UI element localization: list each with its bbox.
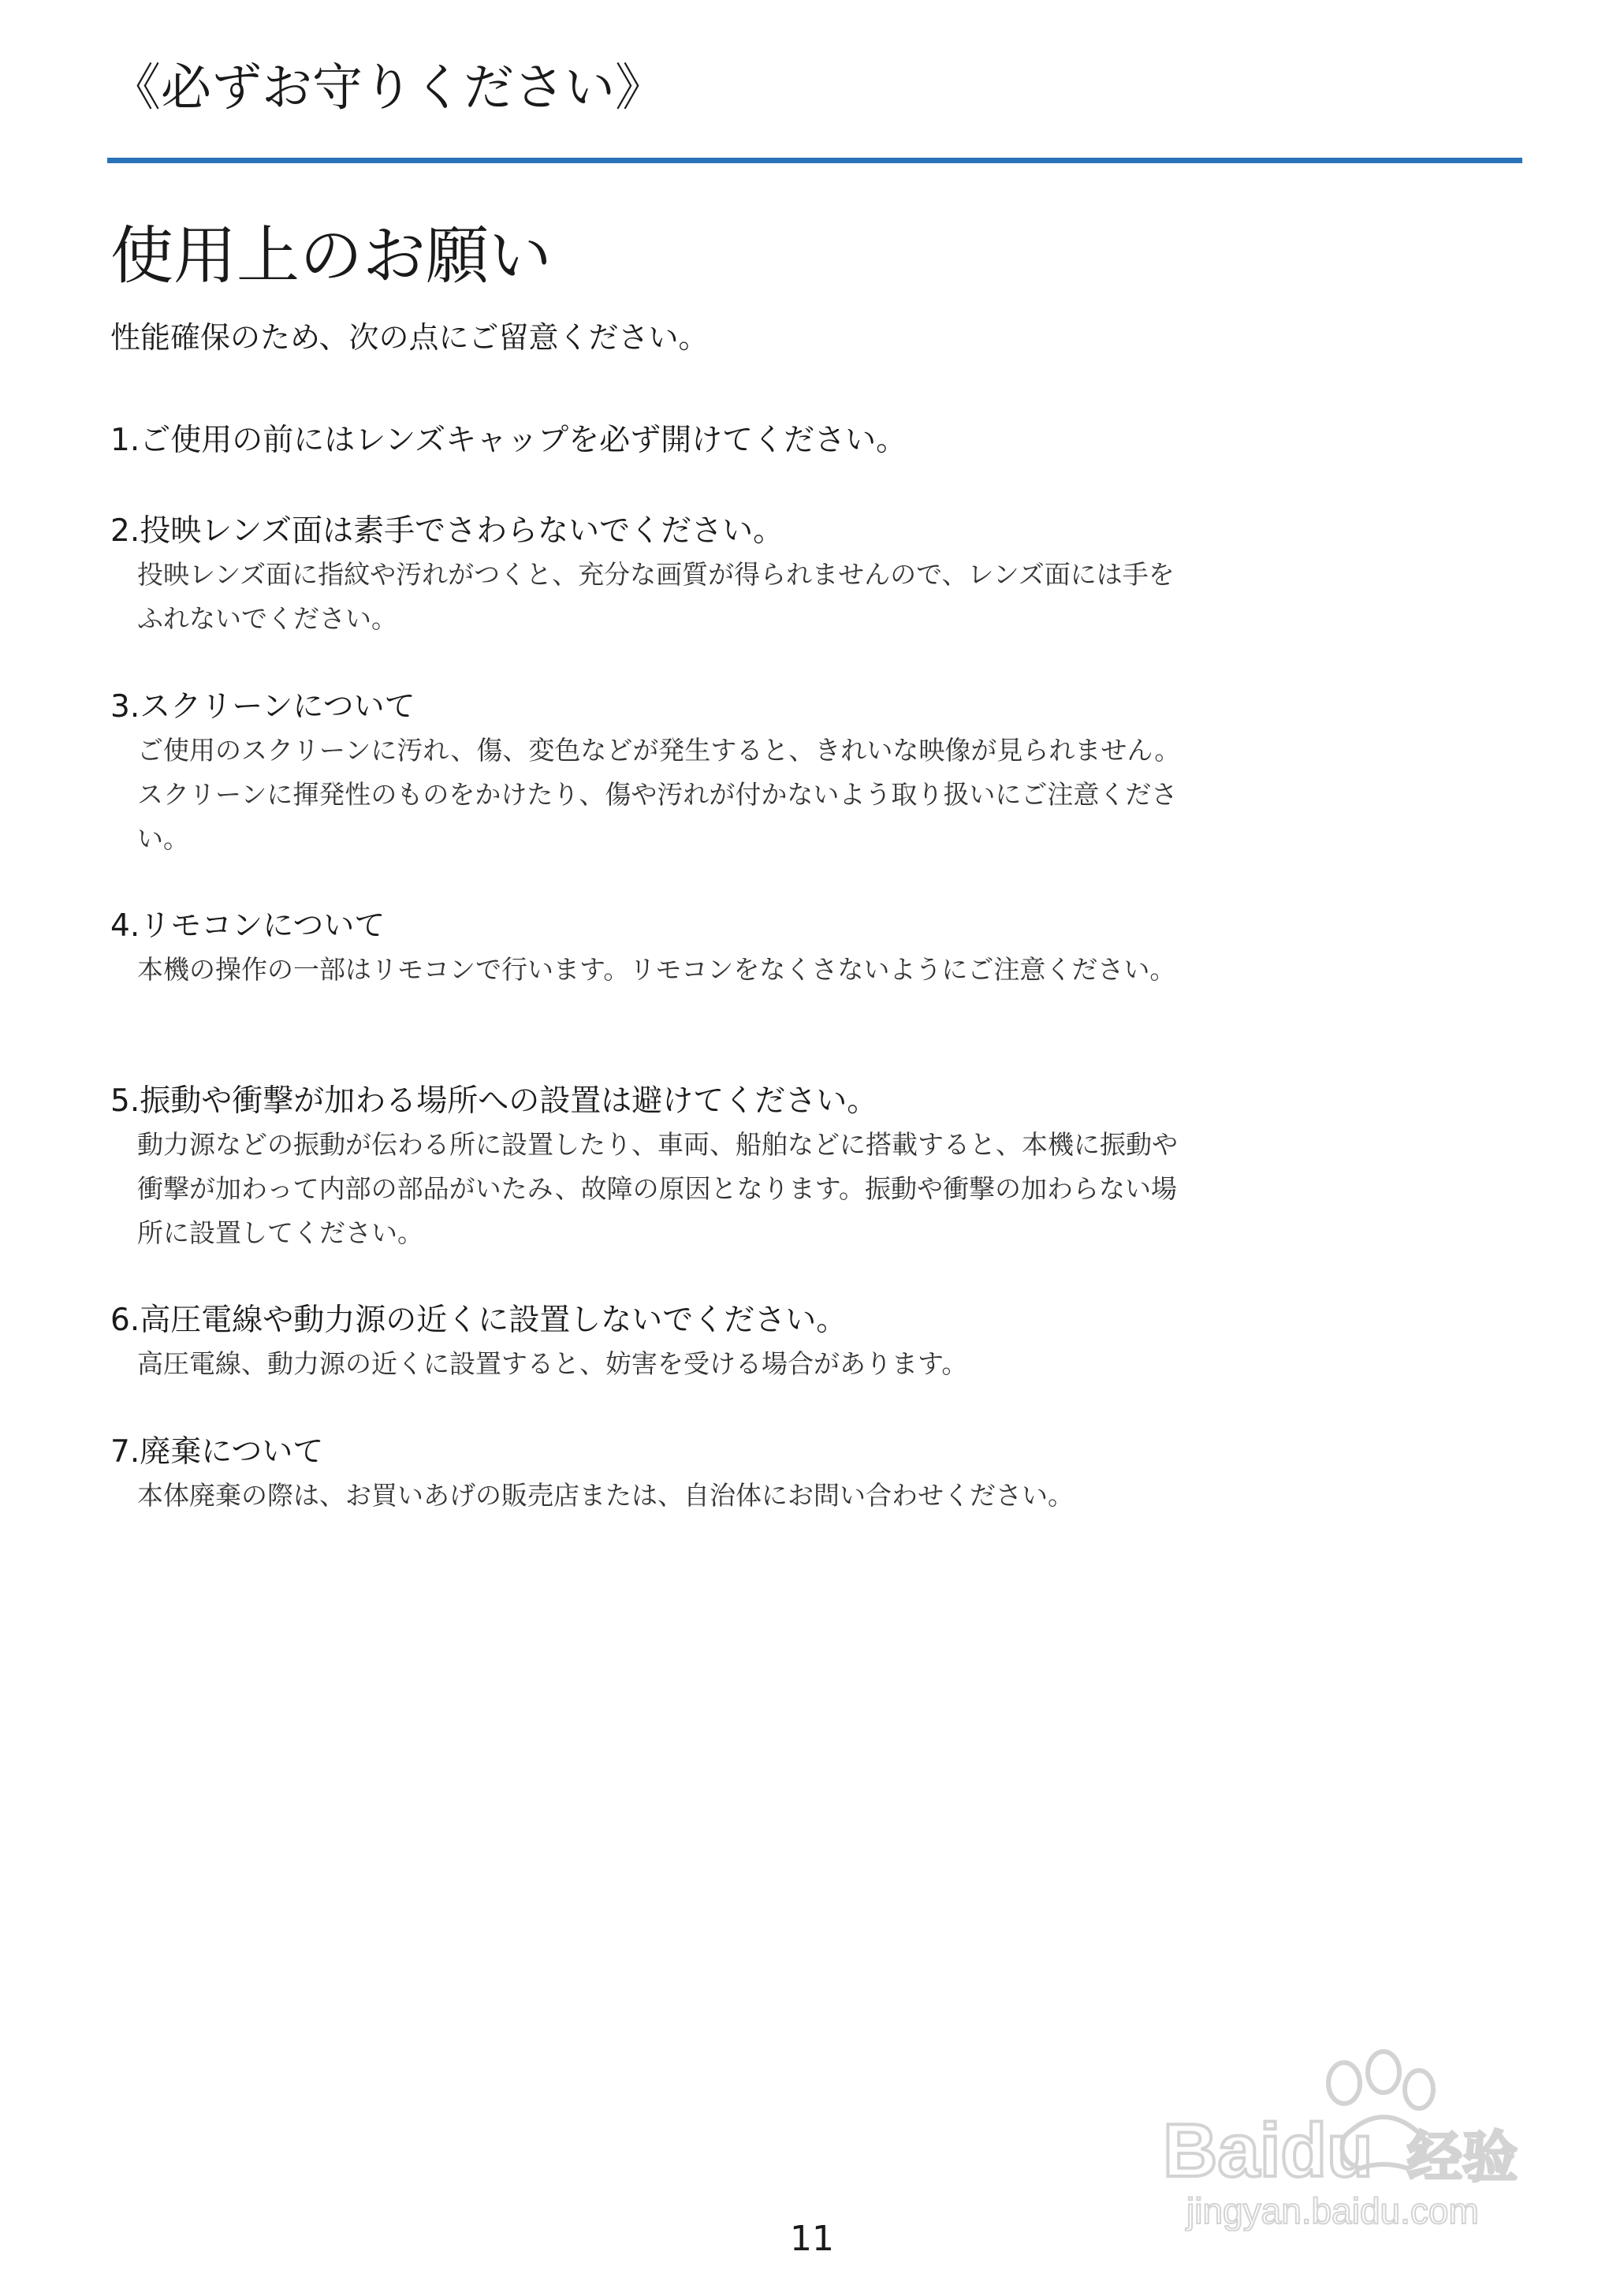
watermark-brand: Baidu <box>1163 2108 1373 2193</box>
notice-item-3 <box>110 686 1214 861</box>
notice-item-5 <box>110 1080 1214 1255</box>
notice-item-1 <box>110 419 1214 462</box>
watermark-brand-cn: 经验 <box>1407 2125 1518 2190</box>
notice-heading: 4.リモコンについて <box>110 908 386 944</box>
intro-text: 性能確保のため、次の点にご留意ください。 <box>110 320 709 355</box>
notice-item-2 <box>110 510 1214 641</box>
notice-item-7 <box>110 1431 1214 1518</box>
page-title: 使用上のお願い <box>110 219 552 293</box>
paw-icon <box>1147 2042 1557 2231</box>
notice-heading: 7.廃棄について <box>110 1434 324 1470</box>
notice-body: ご使用のスクリーンに汚れ、傷、変色などが発生すると、きれいな映像が見られません。スクリーンに揮発性のものをかけたり、傷や汚れが付かないよう取り扱いにご注意ください。 <box>137 735 1181 854</box>
notice-heading: 3.スクリーンについて <box>110 689 415 725</box>
baidu-watermark-logo <box>1147 2042 1557 2231</box>
notice-body: 動力源などの振動が伝わる所に設置したり、車両、船舶などに搭載すると、本機に振動や衝撃が加わって内部の部品がいたみ、故障の原因となります。振動や衝撃の加わらない場所に設置してください。 <box>137 1129 1178 1248</box>
notice-heading: 2.投映レンズ面は素手でさわらないでください。 <box>110 513 784 549</box>
notice-body: 高圧電線、動力源の近くに設置すると、妨害を受ける場合があります。 <box>137 1348 968 1379</box>
notice-heading: 5.振動や衝撃が加わる場所への設置は避けてください。 <box>110 1083 878 1119</box>
notice-item-4 <box>110 905 1214 992</box>
watermark-url: jingyan.baidu.com <box>1186 2190 1479 2231</box>
notice-heading: 1.ご使用の前にはレンズキャップを必ず開けてください。 <box>110 423 907 458</box>
section-header-title: 《必ずお守りください》 <box>110 59 665 117</box>
notice-item-6 <box>110 1299 1214 1386</box>
notice-heading: 6.高圧電線や動力源の近くに設置しないでください。 <box>110 1303 847 1338</box>
notice-body: 本体廃棄の際は、お買いあげの販売店または、自治体にお問い合わせください。 <box>137 1480 1074 1511</box>
page-number: 11 <box>790 2219 834 2259</box>
notice-body: 投映レンズ面に指紋や汚れがつくと、充分な画質が得られませんので、レンズ面には手をふれないでください。 <box>137 559 1175 634</box>
header-divider <box>107 158 1522 163</box>
notice-body: 本機の操作の一部はリモコンで行います。リモコンをなくさないようにご注意ください。 <box>137 954 1176 985</box>
